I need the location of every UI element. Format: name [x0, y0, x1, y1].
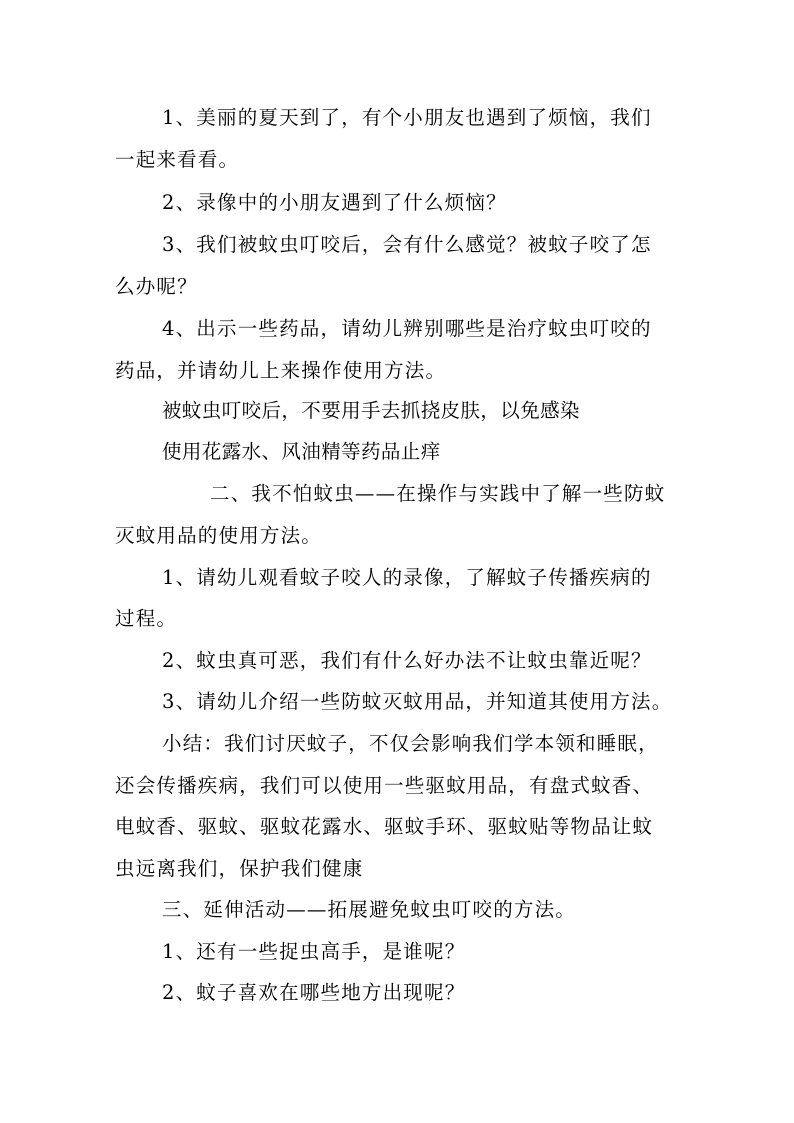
paragraph-4-line-2: 药品，并请幼儿上来操作使用方法。: [115, 359, 447, 382]
section-2-item-2: 2、蚊虫真可恶，我们有什么好办法不让蚊虫靠近呢？: [162, 649, 652, 672]
section-2-item-1-line-2: 过程。: [115, 607, 178, 630]
section-2-heading-line-2: 灭蚊用品的使用方法。: [115, 524, 323, 547]
summary-line-1: 小结：我们讨厌蚊子，不仅会影响我们学本领和睡眠，: [162, 732, 659, 755]
section-2-heading-line-1: 二、我不怕蚊虫——在操作与实践中了解一些防蚊: [210, 482, 666, 505]
section-3-item-1: 1、还有一些捉虫高手，是谁呢？: [162, 940, 466, 963]
note-line-1: 被蚊虫叮咬后，不要用手去抓挠皮肤，以免感染: [162, 399, 580, 422]
note-line-2: 使用花露水、风油精等药品止痒: [162, 440, 441, 463]
paragraph-2: 2、录像中的小朋友遇到了什么烦恼？: [162, 191, 507, 214]
paragraph-3-line-2: 么办呢？: [115, 275, 198, 298]
summary-line-3: 电蚊香、驱蚊、驱蚊花露水、驱蚊手环、驱蚊贴等物品让蚊: [115, 815, 654, 838]
section-3-item-2: 2、蚊子喜欢在哪些地方出现呢？: [162, 981, 466, 1004]
paragraph-1-line-1: 1、美丽的夏天到了，有个小朋友也遇到了烦恼，我们: [162, 106, 652, 129]
summary-line-4: 虫远离我们，保护我们健康: [115, 857, 364, 880]
section-2-item-3: 3、请幼儿介绍一些防蚊灭蚊用品，并知道其使用方法。: [162, 690, 673, 713]
section-3-heading: 三、延伸活动——拓展避免蚊虫叮咬的方法。: [162, 898, 577, 921]
paragraph-1-line-2: 一起来看看。: [115, 148, 240, 171]
paragraph-3-line-1: 3、我们被蚊虫叮咬后，会有什么感觉？被蚊子咬了怎: [162, 233, 652, 256]
paragraph-4-line-1: 4、出示一些药品，请幼儿辨别哪些是治疗蚊虫叮咬的: [162, 317, 652, 340]
summary-line-2: 还会传播疾病，我们可以使用一些驱蚊用品，有盘式蚊香、: [115, 774, 654, 797]
section-2-item-1-line-1: 1、请幼儿观看蚊子咬人的录像，了解蚊子传播疾病的: [162, 566, 652, 589]
